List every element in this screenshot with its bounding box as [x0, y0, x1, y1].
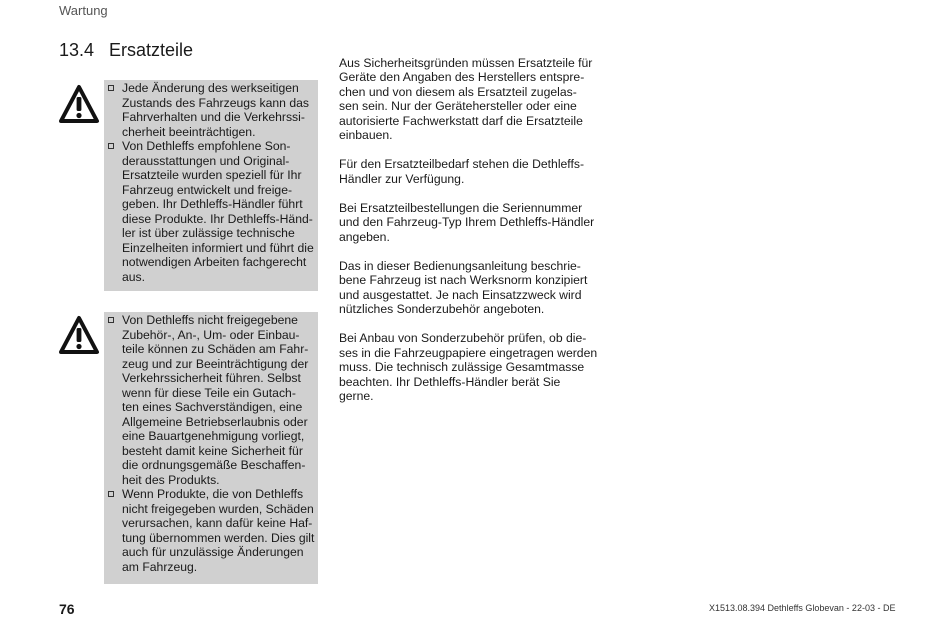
- section-heading: Ersatzteile: [109, 40, 194, 60]
- warning-item: [108, 139, 318, 284]
- bullet-square-icon: [108, 317, 114, 323]
- warning-list: [108, 313, 318, 574]
- body-text-column: [339, 41, 604, 418]
- warning-triangle-icon: [58, 315, 100, 355]
- warning-item-text: Von Dethleffs empfohlene Son- derausstattungen und Original- Ersatzteile wurden speziell für Ihr Fahrzeug entwickelt und freige- geben. Ihr Dethleffs-Händler führt diese Produkte. Ihr Dethleffs-Händ- ler ist über zulässige technische Einzelheiten informiert und führt die notwendigen Arbeiten fachgerecht aus.: [122, 139, 314, 284]
- warning-item: [108, 313, 318, 487]
- section-title: [59, 40, 193, 61]
- section-number: 13.4: [59, 40, 95, 60]
- bullet-square-icon: [108, 143, 114, 149]
- warning-item: [108, 487, 318, 574]
- warning-triangle-icon: [58, 84, 100, 124]
- warning-item: [108, 81, 318, 139]
- bullet-square-icon: [108, 491, 114, 497]
- page-number: 76: [59, 601, 75, 617]
- warning-item-text: Von Dethleffs nicht freigegebene Zubehör-, An-, Um- oder Einbau- teile können zu Schäden am Fahr- zeug und zur Beeinträchtigung der Verkehrssicherheit führen. Selbst wenn für diese Teile ein Gutach- ten eines Sachverständigen, eine Allgemeine Betriebserlaubnis oder eine Bauartgenehmigung vorliegt, besteht damit keine Sicherheit für die ordnungsgemäße Beschaffen- heit des Produkts.: [122, 313, 309, 487]
- running-header: Wartung: [59, 3, 108, 18]
- warning-box: [104, 80, 318, 291]
- warning-box: [104, 312, 318, 584]
- warning-item-text: Wenn Produkte, die von Dethleffs nicht freigegeben wurden, Schäden verursachen, kann dafür keine Haf- tung übernommen werden. Dies gilt auch für unzulässige Änderungen am Fahrzeug.: [122, 487, 315, 574]
- body-paragraph: Aus Sicherheitsgründen müssen Ersatzteile für Geräte den Angaben des Herstellers entspre- chen und von diesem als Ersatzteil zugelas- sen sein. Nur der Gerätehersteller oder eine autorisierte Fachwerkstatt darf die Ersatzteile einbauen.: [339, 55, 593, 142]
- body-paragraph: Für den Ersatzteilbedarf stehen die Dethleffs- Händler zur Verfügung.: [339, 157, 585, 186]
- bullet-square-icon: [108, 85, 114, 91]
- body-paragraph: Das in dieser Bedienungsanleitung beschrie- bene Fahrzeug ist nach Werksnorm konzipiert und ausgestattet. Je nach Einsatzzweck wird nützliches Sonderzubehör angeboten.: [339, 258, 588, 316]
- body-paragraph: Bei Anbau von Sonderzubehör prüfen, ob die- ses in die Fahrzeugpapiere eingetragen werden muss. Die technisch zulässige Gesamtmasse beachten. Ihr Dethleffs-Händler berät Sie gerne.: [339, 331, 598, 403]
- warning-list: [108, 81, 318, 284]
- document-reference: X1513.08.394 Dethleffs Globevan - 22-03 - DE: [709, 603, 896, 613]
- body-paragraph: Bei Ersatzteilbestellungen die Seriennummer und den Fahrzeug-Typ Ihrem Dethleffs-Händler angeben.: [339, 200, 595, 244]
- warning-item-text: Jede Änderung des werkseitigen Zustands des Fahrzeugs kann das Fahrverhalten und die Verkehrssi- cherheit beeinträchtigen.: [122, 81, 309, 139]
